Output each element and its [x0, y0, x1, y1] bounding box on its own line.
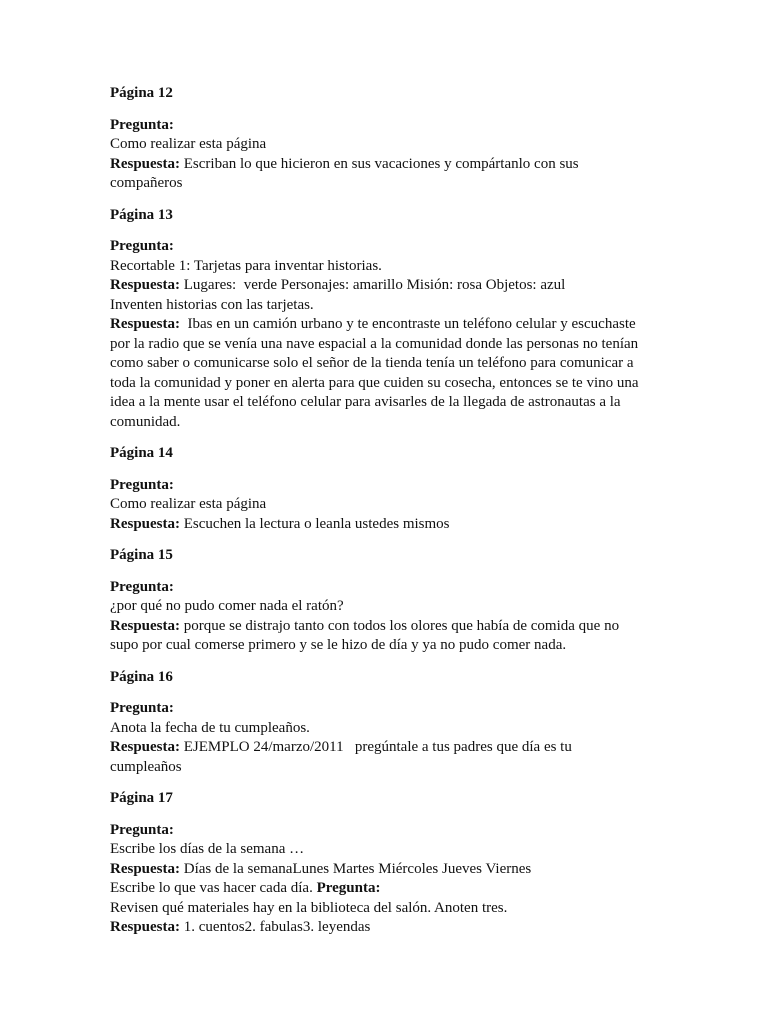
text-line [110, 354, 670, 374]
section-body [110, 476, 670, 535]
section-body [110, 821, 670, 938]
section-spacer [110, 432, 670, 444]
text-line [110, 495, 670, 515]
section-heading: Página 17 [110, 790, 173, 806]
qa-section [110, 789, 670, 950]
text-line [110, 116, 670, 136]
text-line [110, 296, 670, 316]
text-line [110, 155, 670, 175]
field-text: por la radio que se venía una nave espacial a la comunidad donde las personas no tenían [110, 335, 639, 352]
text-line [110, 636, 670, 656]
text-line [110, 617, 670, 637]
field-label: Pregunta: [110, 821, 174, 838]
field-text: porque se distrajo tanto con todos los olores que había de comida que no [180, 617, 620, 634]
text-line [110, 276, 670, 296]
text-line [110, 335, 670, 355]
section-heading: Página 14 [110, 445, 173, 461]
text-line [110, 476, 670, 496]
text-line [110, 315, 670, 335]
field-text: EJEMPLO 24/marzo/2011 pregúntale a tus padres que día es tu [180, 739, 572, 755]
field-text: supo por cual comerse primero y se le hizo de día y ya no pudo comer nada. [110, 637, 567, 653]
section-body [110, 699, 670, 777]
section-heading: Página 16 [110, 668, 173, 685]
field-text: cumpleaños [110, 758, 182, 775]
field-text: Días de la semanaLunes Martes Miércoles Jueves Viernes [180, 860, 532, 877]
qa-section [110, 546, 670, 668]
text-line [110, 374, 670, 394]
section-body [110, 116, 670, 194]
text-line [110, 879, 670, 899]
text-line [110, 174, 670, 194]
text-line [110, 257, 670, 277]
field-label: Pregunta: [316, 880, 381, 896]
field-label: Respuesta: [110, 155, 180, 172]
qa-section [110, 84, 670, 206]
text-line [110, 918, 670, 938]
section-heading: Página 12 [110, 85, 173, 101]
text-line [110, 719, 670, 739]
field-text: comunidad. [110, 413, 181, 430]
field-text: como saber o comunicarse solo el señor de la tienda tenía un teléfono para comunicar a [110, 355, 634, 371]
field-text: Escriban lo que hicieron en sus vacaciones y compártanlo con sus [180, 155, 579, 172]
field-label: Respuesta: [110, 919, 180, 935]
text-line [110, 135, 670, 155]
field-label: Respuesta: [110, 617, 180, 634]
text-line [110, 237, 670, 257]
field-text: Escuchen la lectura o leanla ustedes mismos [180, 515, 450, 532]
field-text: Anota la fecha de tu cumpleaños. [110, 719, 310, 736]
section-spacer [110, 194, 670, 206]
section-spacer [110, 777, 670, 789]
field-label: Pregunta: [110, 476, 174, 493]
field-text: ¿por qué no pudo comer nada el ratón? [110, 598, 344, 614]
text-line [110, 393, 670, 413]
field-text: Escribe lo que vas hacer cada día. [110, 880, 317, 896]
section-heading: Página 13 [110, 206, 173, 223]
field-text: Ibas en un camión urbano y te encontraste un teléfono celular y escuchaste [180, 316, 636, 332]
field-label: Respuesta: [110, 277, 180, 293]
section-spacer [110, 656, 670, 668]
text-line [110, 758, 670, 778]
field-label: Pregunta: [110, 700, 174, 716]
field-label: Pregunta: [110, 578, 174, 595]
field-text: 1. cuentos2. fabulas3. leyendas [180, 919, 371, 935]
field-label: Respuesta: [110, 860, 180, 877]
qa-section [110, 206, 670, 445]
field-label: Pregunta: [110, 238, 174, 254]
field-label: Respuesta: [110, 515, 180, 532]
text-line [110, 899, 670, 919]
field-text: Inventen historias con las tarjetas. [110, 296, 314, 313]
field-text: toda la comunidad y poner en alerta para que cuiden su cosecha, entonces se te vino una [110, 374, 639, 391]
text-line [110, 413, 670, 433]
section-body [110, 237, 670, 432]
text-line [110, 515, 670, 535]
section-spacer [110, 938, 670, 950]
field-text: Como realizar esta página [110, 496, 267, 512]
text-line [110, 821, 670, 841]
text-line [110, 597, 670, 617]
field-text: Como realizar esta página [110, 136, 267, 152]
text-line [110, 578, 670, 598]
text-line [110, 738, 670, 758]
section-heading: Página 15 [110, 547, 173, 563]
field-text: Lugares: verde Personajes: amarillo Misión: rosa Objetos: azul [180, 277, 566, 293]
qa-section [110, 668, 670, 790]
field-text: Revisen qué materiales hay en la biblioteca del salón. Anoten tres. [110, 899, 508, 916]
text-line [110, 699, 670, 719]
field-label: Respuesta: [110, 316, 180, 332]
field-label: Respuesta: [110, 739, 180, 755]
qa-section [110, 444, 670, 546]
text-line [110, 840, 670, 860]
section-body [110, 578, 670, 656]
field-text: idea a la mente usar el teléfono celular para avisarles de la llegada de astronautas a la [110, 394, 621, 410]
field-text: Recortable 1: Tarjetas para inventar historias. [110, 257, 382, 274]
field-text: Escribe los días de la semana … [110, 841, 305, 857]
section-spacer [110, 534, 670, 546]
document-page [110, 84, 670, 950]
field-text: compañeros [110, 175, 183, 191]
text-line [110, 860, 670, 880]
field-label: Pregunta: [110, 116, 174, 133]
